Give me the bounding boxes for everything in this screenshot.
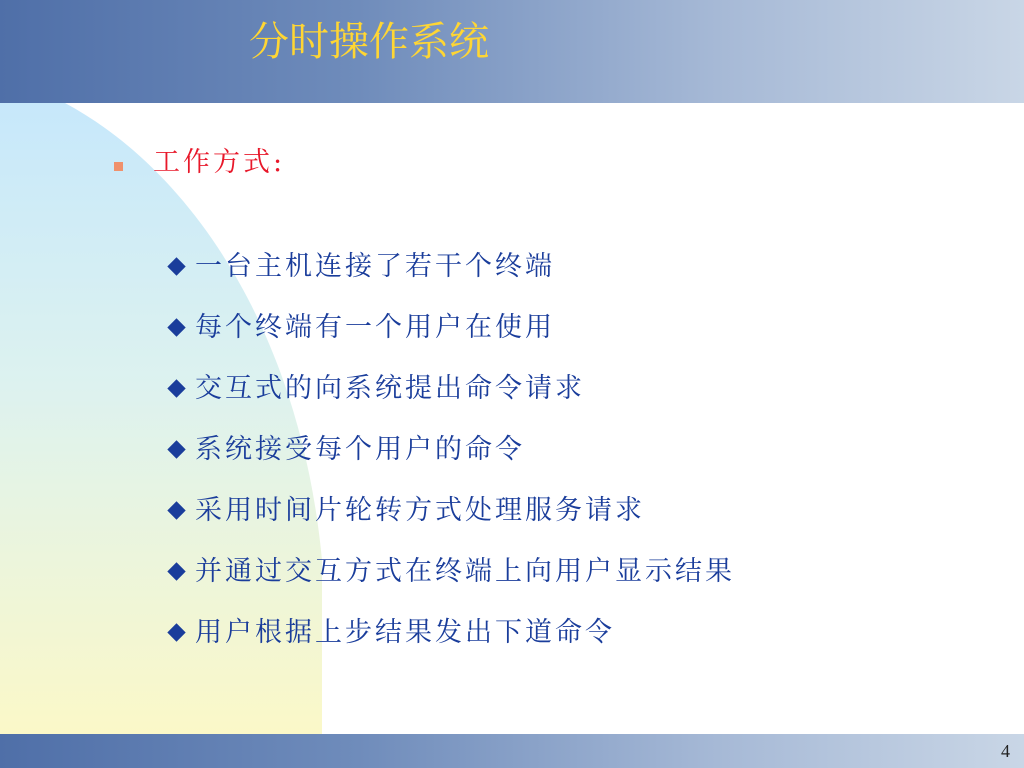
diamond-bullet-icon (167, 440, 185, 458)
diamond-bullet-icon (167, 318, 185, 336)
title-bar (0, 0, 1024, 103)
page-number: 4 (1001, 741, 1010, 761)
bullet-list (166, 236, 735, 663)
list-item-text: 采用时间片轮转方式处理服务请求 (195, 494, 645, 526)
diamond-bullet-icon (167, 623, 185, 641)
diamond-bullet-icon (167, 379, 185, 397)
list-item-text: 系统接受每个用户的命令 (195, 433, 525, 465)
slide-title: 分时操作系统 (249, 19, 489, 65)
square-bullet-icon (114, 162, 123, 171)
section-heading: 工作方式: (153, 147, 286, 178)
footer-bar (0, 734, 1024, 768)
list-item-text: 交互式的向系统提出命令请求 (195, 372, 585, 404)
list-item (166, 602, 735, 663)
list-item-text: 并通过交互方式在终端上向用户显示结果 (195, 555, 735, 587)
list-item-text: 一台主机连接了若干个终端 (195, 250, 555, 282)
diamond-bullet-icon (167, 562, 185, 580)
list-item (166, 236, 735, 297)
list-item (166, 541, 735, 602)
list-item-text: 每个终端有一个用户在使用 (195, 311, 555, 343)
list-item (166, 419, 735, 480)
list-item (166, 358, 735, 419)
diamond-bullet-icon (167, 257, 185, 275)
list-item-text: 用户根据上步结果发出下道命令 (195, 616, 615, 648)
diamond-bullet-icon (167, 501, 185, 519)
list-item (166, 480, 735, 541)
list-item (166, 297, 735, 358)
